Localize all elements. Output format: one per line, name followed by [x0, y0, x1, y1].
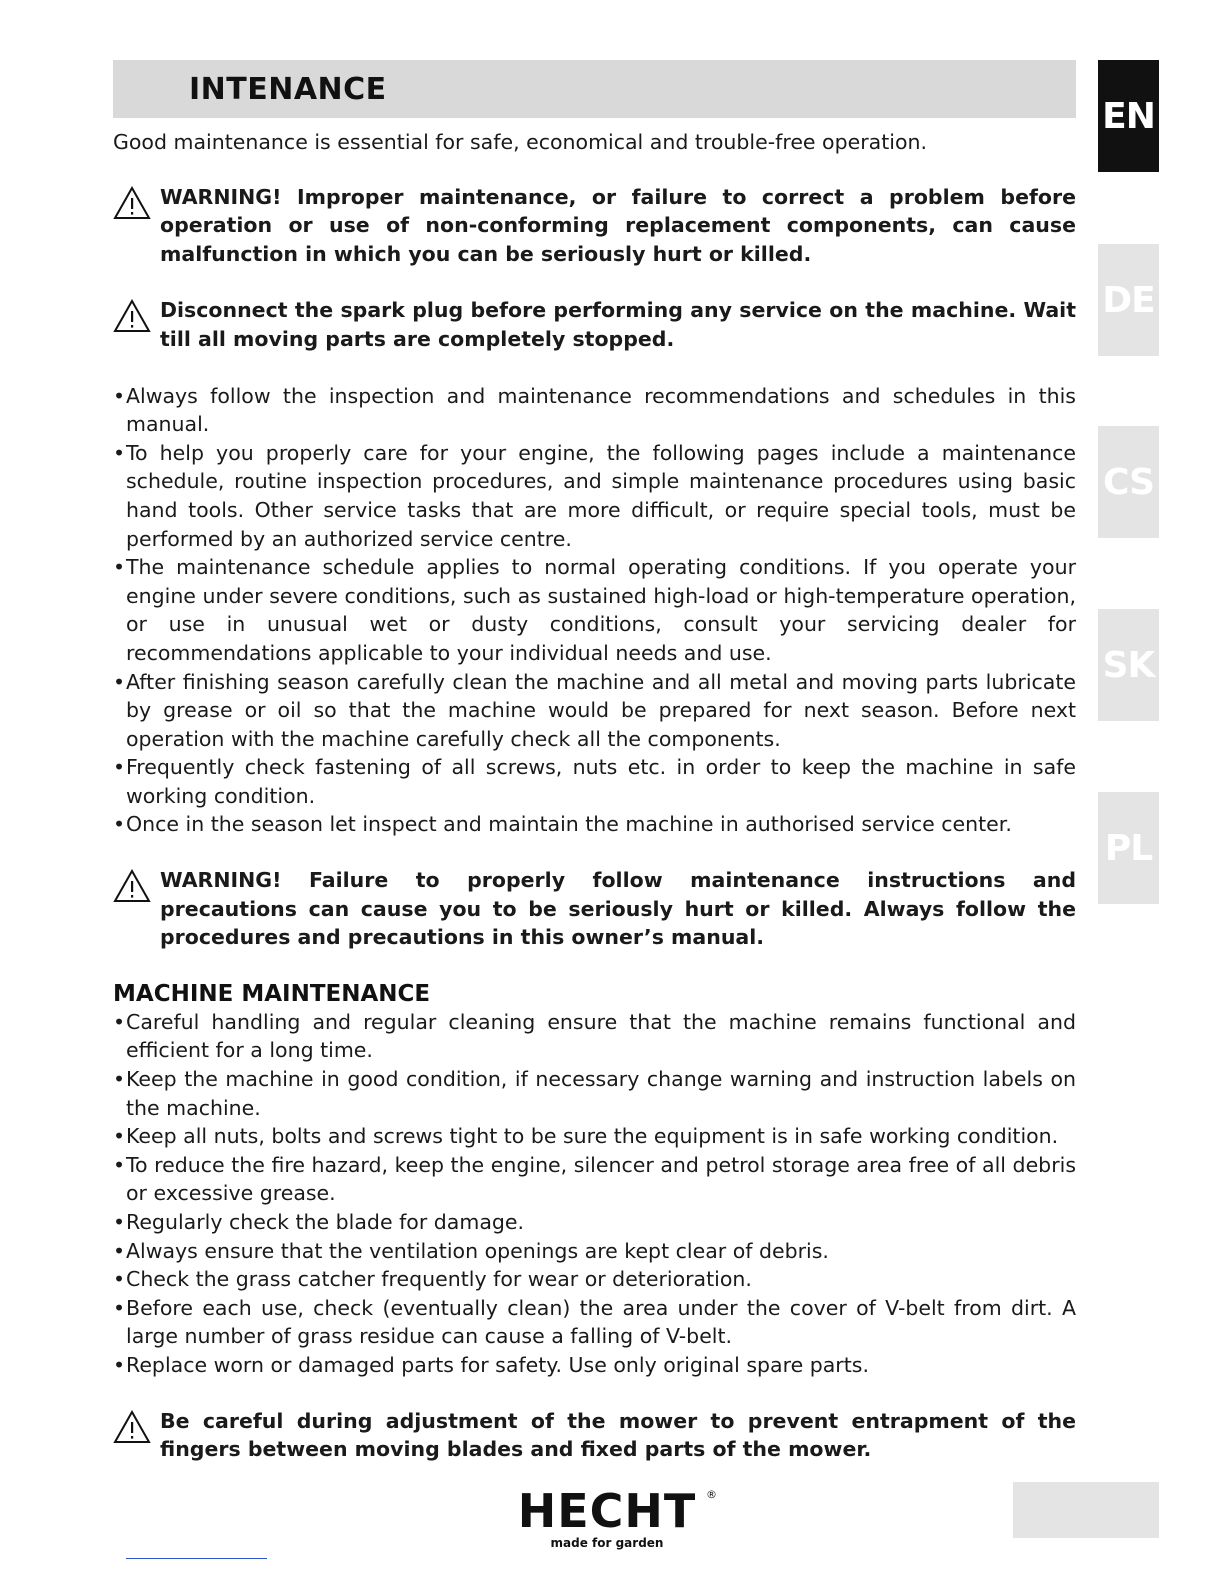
brand-tagline: made for garden — [550, 1536, 664, 1550]
main-content — [113, 128, 1076, 1492]
lang-tab-sk[interactable]: SK — [1098, 609, 1159, 721]
warning-text: WARNING! Improper maintenance, or failure to correct a problem before operation or use of non-conforming replacement components, can cause malfunction in which you can be seriously hurt or killed. — [160, 184, 1076, 266]
list-item: • Careful handling and regular cleaning ensure that the machine remains functional and efficient for a long time. — [113, 1008, 1076, 1065]
warning-triangle-icon — [113, 1407, 153, 1444]
lang-tab-pl[interactable]: PL — [1098, 792, 1159, 904]
list-item: • Before each use, check (eventually clean) the area under the cover of V-belt from dirt. A large number of grass residue can cause a falling of V-belt. — [113, 1294, 1076, 1351]
warning-triangle-icon — [113, 866, 153, 903]
intro-paragraph: Good maintenance is essential for safe, economical and trouble-free operation. — [113, 130, 928, 154]
list-item: • Always ensure that the ventilation openings are kept clear of debris. — [113, 1237, 1076, 1266]
warning-triangle-icon — [113, 296, 153, 333]
footer-divider — [126, 1558, 267, 1559]
lang-tab-en[interactable]: EN — [1098, 60, 1159, 172]
lang-tab-de[interactable]: DE — [1098, 244, 1159, 356]
brand-logo — [497, 1484, 717, 1558]
lang-tab-cs[interactable]: CS — [1098, 426, 1159, 538]
list-item: • Once in the season let inspect and maintain the machine in authorised service center. — [113, 810, 1076, 839]
list-item: • After finishing season carefully clean the machine and all metal and moving parts lubricate by grease or oil so that the machine would be prepared for next season. Before next operation with the machine carefully check all the components. — [113, 668, 1076, 754]
section-header-bar — [113, 60, 1076, 118]
warning-block — [113, 1407, 1076, 1464]
list-item: • Keep the machine in good condition, if necessary change warning and instruction labels on the machine. — [113, 1065, 1076, 1122]
brand-name: HECHT — [517, 1484, 697, 1538]
list-item: • Regularly check the blade for damage. — [113, 1208, 1076, 1237]
list-item: • Keep all nuts, bolts and screws tight to be sure the equipment is in safe working condition. — [113, 1122, 1076, 1151]
list-item: • Always follow the inspection and maintenance recommendations and schedules in this manual. — [113, 382, 1076, 439]
page-title: INTENANCE — [189, 72, 387, 107]
warning-block — [113, 866, 1076, 952]
warning-block — [113, 296, 1076, 353]
list-item: • The maintenance schedule applies to normal operating conditions. If you operate your engine under severe conditions, such as sustained high-load or high-temperature operation, or use in unusual wet or dusty conditions, consult your servicing dealer for recommendations applicable to your individual needs and use. — [113, 553, 1076, 667]
warning-text: Be careful during adjustment of the mower to prevent entrapment of the fingers between moving blades and fixed parts of the mower. — [160, 1408, 1076, 1462]
list-item: • Replace worn or damaged parts for safety. Use only original spare parts. — [113, 1351, 1076, 1380]
registered-mark: ® — [706, 1488, 717, 1501]
general-maintenance-list — [113, 382, 1076, 840]
list-item: • To reduce the fire hazard, keep the engine, silencer and petrol storage area free of all debris or excessive grease. — [113, 1151, 1076, 1208]
section-heading: MACHINE MAINTENANCE — [113, 980, 431, 1007]
warning-text: WARNING! Failure to properly follow maintenance instructions and precautions can cause you to be seriously hurt or killed. Always follow the procedures and precautions in this owner’s manual. — [160, 868, 1076, 950]
list-item: • To help you properly care for your engine, the following pages include a maintenance schedule, routine inspection procedures, and simple maintenance procedures using basic hand tools. Other service tasks that are more difficult, or require special tools, must be performed by an authorized service centre. — [113, 439, 1076, 553]
page-number-box — [1013, 1482, 1159, 1538]
warning-triangle-icon — [113, 183, 153, 220]
list-item: • Frequently check fastening of all screws, nuts etc. in order to keep the machine in safe working condition. — [113, 753, 1076, 810]
machine-maintenance-list — [113, 1008, 1076, 1380]
list-item: • Check the grass catcher frequently for wear or deterioration. — [113, 1265, 1076, 1294]
warning-text: Disconnect the spark plug before performing any service on the machine. Wait till all moving parts are completely stopped. — [160, 298, 1076, 351]
warning-block — [113, 183, 1076, 269]
